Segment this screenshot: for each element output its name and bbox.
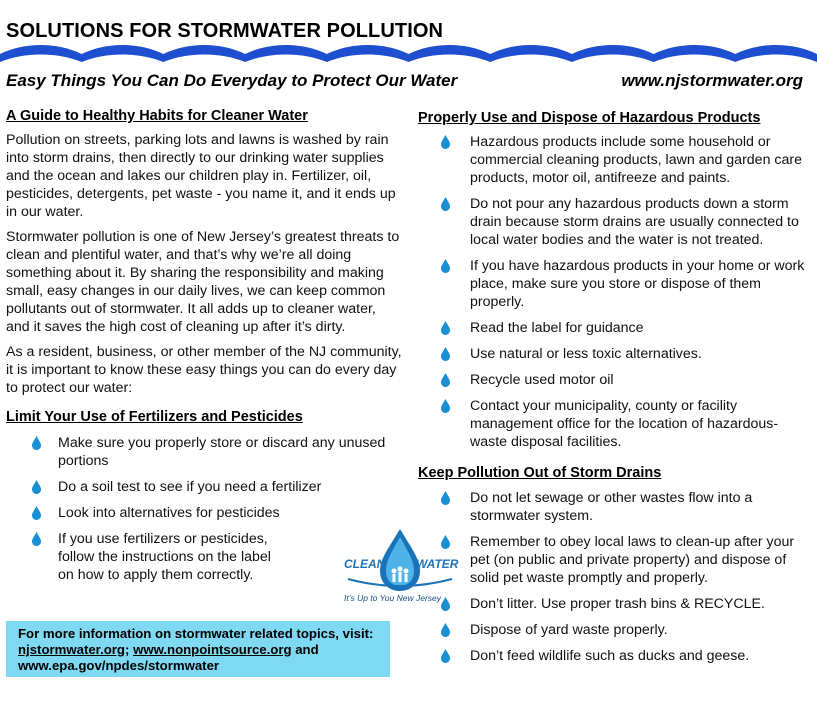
water-drop-icon — [440, 197, 451, 211]
list-item: Recycle used motor oil — [418, 371, 810, 389]
water-drop-icon — [440, 135, 451, 149]
water-drop-icon — [440, 649, 451, 663]
water-drop-icon — [440, 259, 451, 273]
list-item: Do not pour any hazardous products down a storm drain because storm drains are usually connected to local water bodies and the water is not treated. — [418, 195, 810, 249]
fertilizer-heading: Limit Your Use of Fertilizers and Pesticides — [6, 409, 303, 425]
water-drop-icon — [440, 347, 451, 361]
website-link[interactable]: www.njstormwater.org — [621, 71, 803, 90]
logo-word-clean: CLEAN — [344, 557, 386, 571]
list-item: Read the label for guidance — [418, 319, 810, 337]
water-drop-icon — [440, 491, 451, 505]
list-item: Hazardous products include some household or commercial cleaning products, lawn and garden care products, motor oil, antifreeze and paints. — [418, 133, 810, 187]
drains-heading: Keep Pollution Out of Storm Drains — [418, 465, 662, 481]
list-item: Make sure you properly store or discard any unused portions — [6, 434, 402, 470]
list-item: If you use fertilizers or pesticides, follow the instructions on the label on how to apply them correctly. — [6, 530, 290, 584]
hazardous-heading: Properly Use and Dispose of Hazardous Products — [418, 110, 761, 126]
water-drop-icon — [440, 373, 451, 387]
water-drop-icon — [440, 623, 451, 637]
hazardous-list — [418, 133, 810, 451]
right-column — [418, 110, 810, 665]
left-column — [6, 108, 402, 584]
threat-paragraph: Stormwater pollution is one of New Jersey’s greatest threats to clean and plentiful water, and that’s why we’re all doing something about it. By sharing the responsibility and making small, easy changes in our daily lives, we can keep common pollutants out of stormwater. It all adds up to cleaner water, and it saves the high cost of cleaning up after it’s dirty. — [6, 229, 400, 335]
water-drop-icon — [31, 506, 42, 520]
water-drop-icon — [31, 532, 42, 546]
logo-tagline: It’s Up to You New Jersey — [344, 593, 442, 603]
info-line: For more information on stormwater related topics, visit: — [18, 626, 374, 641]
wave-divider — [0, 40, 817, 70]
drains-list — [418, 489, 810, 665]
list-item: If you have hazardous products in your home or work place, make sure you store or dispose of them properly. — [418, 257, 810, 311]
intro-paragraph: Pollution on streets, parking lots and lawns is washed by rain into storm drains, then directly to our drinking water supplies and the ocean and lakes our children play in. Fertilizer, oil, pesticides, detergents, pet waste - you name it, and it ends up in our water. — [6, 132, 396, 220]
info-links-line: njstormwater.org; www.nonpointsource.org and — [18, 642, 319, 657]
water-drop-icon — [31, 480, 42, 494]
water-drop-icon — [31, 436, 42, 450]
nonpointsource-link[interactable]: www.nonpointsource.org — [133, 642, 292, 657]
page-title: SOLUTIONS FOR STORMWATER POLLUTION — [6, 20, 444, 42]
list-item: Contact your municipality, county or facility management office for the location of hazardous-waste disposal facilities. — [418, 397, 810, 451]
list-item: Don’t litter. Use proper trash bins & RECYCLE. — [418, 595, 810, 613]
list-item: Don’t feed wildlife such as ducks and geese. — [418, 647, 810, 665]
water-drop-icon — [440, 535, 451, 549]
list-item: Dispose of yard waste properly. — [418, 621, 810, 639]
list-item: Remember to obey local laws to clean-up after your pet (on public and private property) and dispose of solid pet waste promptly and properly. — [418, 533, 810, 587]
water-drop-icon — [440, 321, 451, 335]
list-item: Do a soil test to see if you need a fertilizer — [6, 478, 402, 496]
list-item: Use natural or less toxic alternatives. — [418, 345, 810, 363]
water-drop-icon — [440, 399, 451, 413]
guide-heading: A Guide to Healthy Habits for Cleaner Water — [6, 108, 308, 124]
njstormwater-link[interactable]: njstormwater.org — [18, 642, 125, 657]
list-item: Look into alternatives for pesticides — [6, 504, 402, 522]
water-drop-icon — [440, 597, 451, 611]
community-paragraph: As a resident, business, or other member of the NJ community, it is important to know these easy things you can do every day to protect our water: — [6, 344, 402, 396]
list-item: Do not let sewage or other wastes flow into a stormwater system. — [418, 489, 810, 525]
logo-word-water: WATER — [416, 557, 459, 571]
tagline: Easy Things You Can Do Everyday to Protect Our Water — [6, 71, 458, 90]
info-box — [6, 621, 390, 677]
epa-link[interactable]: www.epa.gov/npdes/stormwater — [18, 658, 220, 673]
